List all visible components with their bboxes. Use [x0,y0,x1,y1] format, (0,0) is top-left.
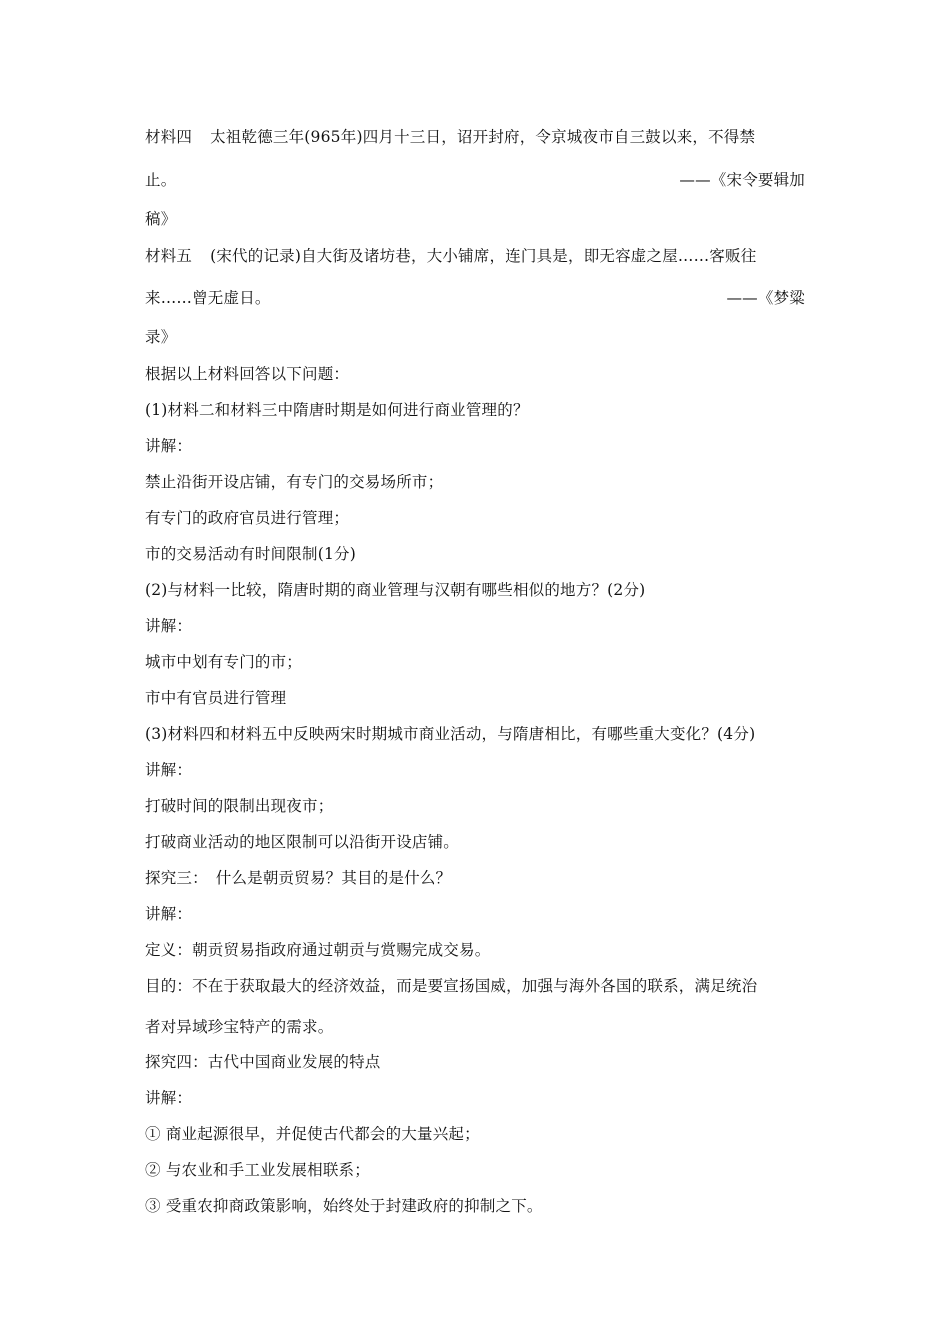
answer-label: 讲解： [145,1089,193,1107]
question-two: (2)与材料一比较，隋唐时期的商业管理与汉朝有哪些相似的地方？(2分) [145,581,646,599]
answer-line: 市中有官员进行管理 [145,689,287,707]
material-four-label: 材料四 [145,128,193,146]
material-five-line [145,246,805,266]
question-one: (1)材料二和材料三中隋唐时期是如何进行商业管理的？ [145,401,529,419]
answer-line: 城市中划有专门的市； [145,653,303,671]
answer-line: 禁止沿街开设店铺，有专门的交易场所市； [145,473,444,491]
inquiry-four-heading: 探究四：古代中国商业发展的特点 [145,1053,381,1071]
answer-purpose: 目的：不在于获取最大的经济效益，而是要宣扬国威，加强与海外各国的联系，满足统治 [145,977,758,995]
material-five-source: ——《梦粱 [726,289,805,307]
feature-item-1: ① 商业起源很早，并促使古代都会的大量兴起； [145,1125,480,1143]
answer-line: 有专门的政府官员进行管理； [145,509,350,527]
material-five-source-continuation: 录》 [145,328,177,346]
question-three: (3)材料四和材料五中反映两宋时期城市商业活动，与隋唐相比，有哪些重大变化？(4分) [145,725,756,743]
feature-item-3: ③ 受重农抑商政策影响，始终处于封建政府的抑制之下。 [145,1197,543,1215]
feature-item-2: ② 与农业和手工业发展相联系； [145,1161,370,1179]
material-four-continuation: 止。 [145,171,177,189]
material-five-label: 材料五 [145,247,193,265]
answer-label: 讲解： [145,905,193,923]
material-four-source-continuation: 稿》 [145,210,177,228]
answer-definition: 定义：朝贡贸易指政府通过朝贡与赏赐完成交易。 [145,941,491,959]
answer-purpose-continuation: 者对异域珍宝特产的需求。 [145,1018,334,1036]
material-four-source: ——《宋令要辑加 [679,171,805,189]
question-intro: 根据以上材料回答以下问题： [145,365,350,383]
material-five-text: (宋代的记录)自大街及诸坊巷，大小铺席，连门具是，即无容虚之屋……客贩往 [210,247,757,265]
answer-line: 打破时间的限制出现夜市； [145,797,334,815]
answer-line: 打破商业活动的地区限制可以沿街开设店铺。 [145,833,460,851]
material-four-line [145,127,805,147]
answer-line: 市的交易活动有时间限制(1分) [145,545,356,563]
answer-label: 讲解： [145,617,193,635]
inquiry-three-heading: 探究三： 什么是朝贡贸易？其目的是什么？ [145,869,452,887]
answer-label: 讲解： [145,761,193,779]
material-five-continuation: 来……曾无虚日。 [145,289,271,307]
material-four-text: 太祖乾德三年(965年)四月十三日，诏开封府，令京城夜市自三鼓以来，不得禁 [210,128,756,146]
answer-label: 讲解： [145,437,193,455]
